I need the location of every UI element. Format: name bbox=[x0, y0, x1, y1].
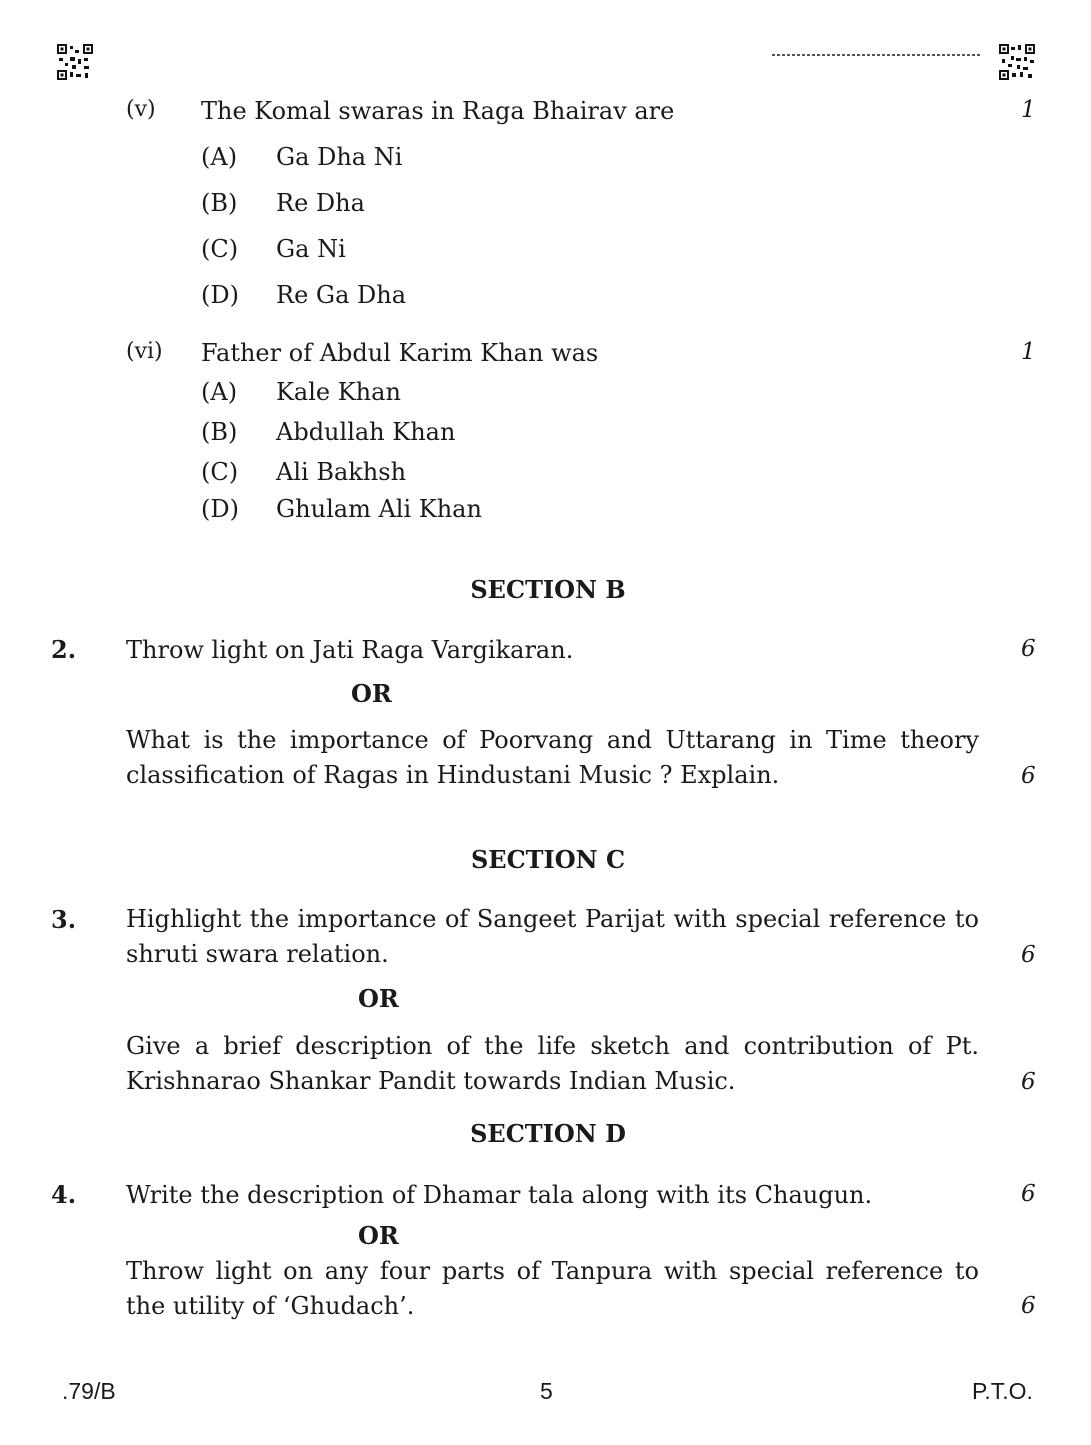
option-letter: (C) bbox=[201, 235, 239, 263]
question-text: Write the description of Dhamar tala along with its Chaugun. bbox=[126, 1181, 873, 1209]
option-text: Ali Bakhsh bbox=[276, 458, 407, 486]
section-heading-c: SECTION C bbox=[470, 845, 626, 874]
question-number: 3. bbox=[51, 905, 77, 934]
question-text: The Komal swaras in Raga Bhairav are bbox=[201, 97, 675, 125]
marks: 6 bbox=[1021, 636, 1036, 662]
qr-code-right bbox=[999, 44, 1035, 80]
or-label: OR bbox=[351, 679, 392, 708]
question-text: Throw light on Jati Raga Vargikaran. bbox=[126, 636, 574, 664]
marks: 6 bbox=[1021, 1069, 1036, 1095]
option-text: Kale Khan bbox=[276, 378, 401, 406]
marks: 6 bbox=[1021, 942, 1036, 968]
option-letter: (D) bbox=[201, 281, 239, 309]
question-number: (v) bbox=[126, 97, 156, 122]
option-letter: (D) bbox=[201, 495, 239, 523]
marks: 6 bbox=[1021, 763, 1036, 789]
or-label: OR bbox=[358, 984, 399, 1013]
marks: 6 bbox=[1021, 1181, 1036, 1207]
option-text: Ghulam Ali Khan bbox=[276, 495, 482, 523]
option-text: Ga Dha Ni bbox=[276, 143, 403, 171]
or-label: OR bbox=[358, 1221, 399, 1250]
question-text: Father of Abdul Karim Khan was bbox=[201, 339, 599, 367]
section-heading-b: SECTION B bbox=[470, 575, 626, 604]
option-text: Re Ga Dha bbox=[276, 281, 407, 309]
option-letter: (A) bbox=[201, 143, 238, 171]
question-alt-text: Throw light on any four parts of Tanpura with special reference to the utility of ‘Ghudach’. bbox=[126, 1257, 979, 1320]
option-text: Abdullah Khan bbox=[276, 418, 456, 446]
option-text: Ga Ni bbox=[276, 235, 346, 263]
question-alt-text: Give a brief description of the life sketch and contribution of Pt. Krishnarao Shankar Pandit towards Indian Music. bbox=[126, 1032, 979, 1095]
question-text: Highlight the importance of Sangeet Parijat with special reference to shruti swara relation. bbox=[126, 905, 979, 968]
question-alt-text: What is the importance of Poorvang and Uttarang in Time theory classification of Ragas in Hindustani Music ? Explain. bbox=[126, 726, 979, 789]
marks: 6 bbox=[1021, 1293, 1036, 1319]
section-heading-d: SECTION D bbox=[470, 1119, 626, 1148]
qr-code-left bbox=[57, 44, 93, 80]
question-number: 4. bbox=[51, 1180, 77, 1209]
question-number: 2. bbox=[51, 635, 77, 664]
question-number: (vi) bbox=[126, 339, 163, 364]
paper-code: .79/B bbox=[62, 1378, 116, 1404]
page-number: 5 bbox=[540, 1378, 553, 1404]
option-letter: (A) bbox=[201, 378, 238, 406]
option-text: Re Dha bbox=[276, 189, 365, 217]
marks: 1 bbox=[1021, 97, 1036, 123]
option-letter: (B) bbox=[201, 418, 238, 446]
marks: 1 bbox=[1021, 339, 1036, 365]
option-letter: (B) bbox=[201, 189, 238, 217]
option-letter: (C) bbox=[201, 458, 239, 486]
pto-label: P.T.O. bbox=[972, 1378, 1033, 1404]
micro-text-line bbox=[772, 54, 980, 56]
